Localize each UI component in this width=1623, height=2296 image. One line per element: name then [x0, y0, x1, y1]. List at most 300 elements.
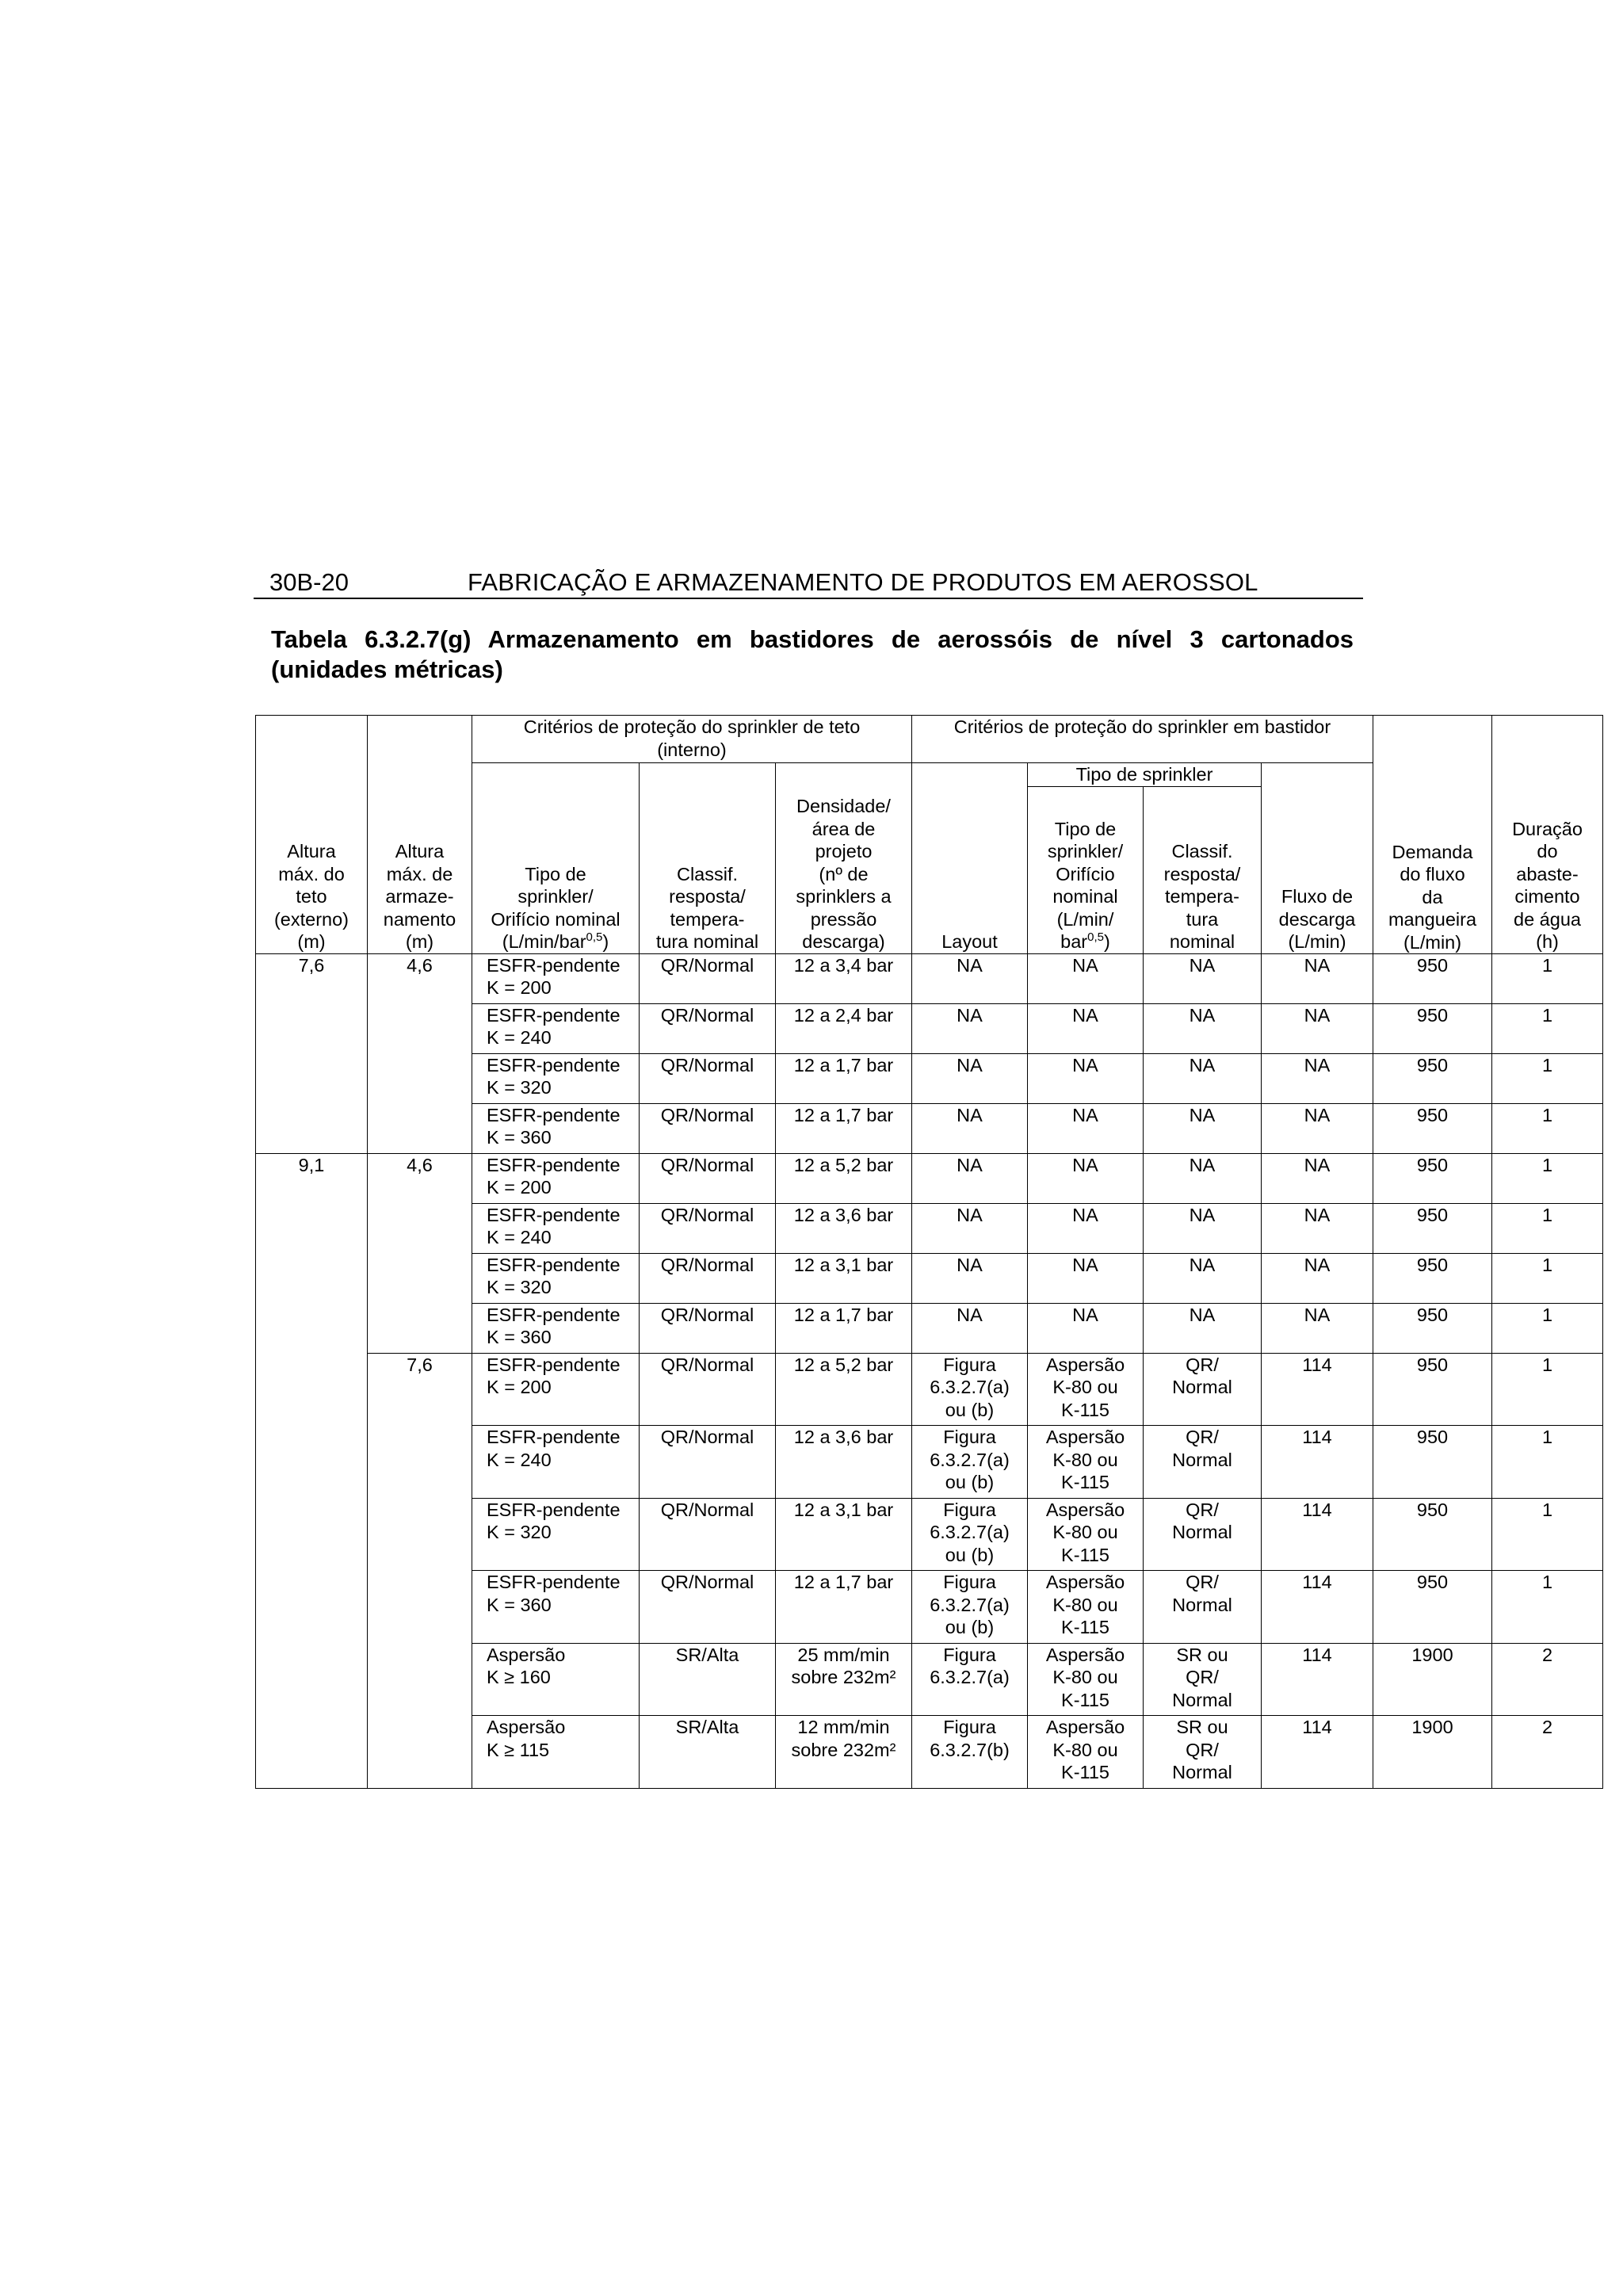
cell-sprinkler-type-line: ESFR-pendente [487, 1054, 621, 1075]
col-rack-class-l2: resposta/ [1163, 863, 1241, 884]
cell-hose-demand: 950 [1373, 1571, 1492, 1644]
cell-layout [912, 1643, 1028, 1716]
col-discharge [1262, 763, 1373, 954]
cell-duration: 1 [1492, 1203, 1603, 1253]
cell-sprinkler-type [472, 1426, 640, 1499]
cell-duration: 1 [1492, 1426, 1603, 1499]
cell-discharge: NA [1262, 1203, 1373, 1253]
col-response-class-l1: Classif. [676, 863, 739, 884]
cell-density [776, 1103, 912, 1153]
page-header [254, 567, 1363, 599]
cell-rack-type-line: K-115 [1061, 1544, 1109, 1565]
cell-sprinkler-type [472, 1303, 640, 1353]
col-sprinkler-type-close: ) [602, 931, 609, 952]
cell-sprinkler-type-line: ESFR-pendente [487, 1304, 621, 1325]
cell-rack-class-line: QR/ [1186, 1572, 1219, 1592]
cell-rack-type-line: K-115 [1061, 1399, 1109, 1420]
col-density-l3: projeto [815, 841, 873, 861]
cell-rack-type [1028, 1426, 1144, 1499]
cell-duration: 1 [1492, 953, 1603, 1003]
col-duration [1492, 716, 1603, 954]
cell-sprinkler-type-line: K = 240 [487, 1027, 552, 1048]
col-layout [912, 763, 1028, 954]
cell-sprinkler-type [472, 1353, 640, 1426]
group-rack-criteria [912, 716, 1373, 763]
cell-density [776, 1571, 912, 1644]
cell-response-class-line: QR/Normal [660, 1154, 754, 1175]
cell-rack-type [1028, 1053, 1144, 1103]
cell-hose-demand: 950 [1373, 953, 1492, 1003]
cell-rack-class-line: QR/ [1186, 1499, 1219, 1520]
cell-discharge: 114 [1262, 1643, 1373, 1716]
cell-rack-class [1144, 1203, 1262, 1253]
cell-rack-type-line: Aspersão [1045, 1499, 1125, 1520]
cell-rack-type [1028, 1303, 1144, 1353]
cell-sprinkler-type-line: K = 240 [487, 1449, 552, 1470]
cell-rack-class [1144, 1643, 1262, 1716]
cell-rack-type-line: NA [1072, 1054, 1098, 1075]
col-sprinkler-type-l4 [475, 930, 636, 953]
cell-rack-class-line: NA [1189, 1254, 1216, 1275]
cell-rack-class-line: SR ou [1176, 1644, 1228, 1665]
col-rack-type-unit: bar [1060, 931, 1088, 952]
cell-layout [912, 1103, 1028, 1153]
cell-response-class [640, 1353, 776, 1426]
cell-hose-demand: 950 [1373, 1303, 1492, 1353]
cell-density [776, 1203, 912, 1253]
cell-rack-class-line: SR ou [1176, 1717, 1228, 1737]
cell-density [776, 1003, 912, 1053]
cell-rack-class-line: NA [1189, 1104, 1216, 1125]
cell-response-class [640, 1253, 776, 1303]
cell-rack-class [1144, 1498, 1262, 1571]
cell-rack-type-line: Aspersão [1045, 1427, 1125, 1447]
cell-sprinkler-type-line: K ≥ 115 [487, 1739, 550, 1760]
col-sprinkler-type [472, 763, 640, 954]
cell-hose-demand: 950 [1373, 1353, 1492, 1426]
cell-layout [912, 1716, 1028, 1789]
cell-rack-class-line: Normal [1172, 1762, 1232, 1782]
col-ceiling-height-l3: teto [296, 886, 327, 907]
cell-rack-class [1144, 1353, 1262, 1426]
cell-sprinkler-type-line: ESFR-pendente [487, 1427, 621, 1447]
cell-density [776, 1643, 912, 1716]
cell-rack-type [1028, 953, 1144, 1003]
cell-layout-line: NA [957, 1054, 983, 1075]
cell-duration: 1 [1492, 1053, 1603, 1103]
cell-duration: 1 [1492, 1003, 1603, 1053]
cell-rack-class-line: QR/ [1186, 1427, 1219, 1447]
col-sprinkler-type-exp: 0,5 [586, 930, 603, 945]
group-ceiling-l2: (interno) [657, 739, 727, 760]
cell-density [776, 1053, 912, 1103]
cell-layout-line: NA [957, 1104, 983, 1125]
cell-sprinkler-type [472, 1153, 640, 1203]
col-duration-l1: Duração [1512, 818, 1583, 839]
col-duration-l5: de água [1514, 908, 1581, 930]
cell-discharge: 114 [1262, 1353, 1373, 1426]
col-rack-type-l1: Tipo de [1054, 818, 1117, 839]
cell-rack-type-line: K-115 [1061, 1762, 1109, 1782]
col-sprinkler-type-l1: Tipo de [525, 863, 586, 884]
cell-layout-line: 6.3.2.7(a) [930, 1667, 1010, 1687]
cell-rack-type [1028, 1003, 1144, 1053]
running-title: FABRICAÇÃO E ARMAZENAMENTO DE PRODUTOS EM AEROSSOL [468, 568, 1258, 596]
cell-density [776, 953, 912, 1003]
cell-density [776, 1353, 912, 1426]
cell-layout-line: ou (b) [945, 1472, 995, 1492]
cell-response-class [640, 1153, 776, 1203]
cell-sprinkler-type [472, 1571, 640, 1644]
col-rack-class-l3: tempera- [1164, 886, 1240, 907]
cell-rack-class [1144, 1253, 1262, 1303]
cell-response-class [640, 1303, 776, 1353]
cell-response-class [640, 1571, 776, 1644]
cell-density [776, 1498, 912, 1571]
cell-discharge: NA [1262, 1253, 1373, 1303]
cell-rack-type-line: NA [1072, 1104, 1098, 1125]
cell-rack-type-line: K-115 [1061, 1472, 1109, 1492]
cell-density-line: 12 mm/min [797, 1717, 890, 1737]
cell-rack-type [1028, 1103, 1144, 1153]
cell-layout-line: ou (b) [945, 1617, 995, 1637]
cell-layout-line: Figura [943, 1644, 996, 1665]
cell-layout-line: NA [957, 1304, 983, 1325]
cell-rack-type-line: K-115 [1061, 1617, 1109, 1637]
col-sprinkler-type-l2: sprinkler/ [517, 886, 594, 907]
cell-rack-class [1144, 1103, 1262, 1153]
cell-sprinkler-type-line: K = 200 [487, 1177, 552, 1198]
cell-layout-line: NA [957, 1154, 983, 1175]
col-rack-type-l2: sprinkler/ [1047, 841, 1124, 861]
cell-response-class [640, 1716, 776, 1789]
cell-rack-type-line: K-80 ou [1052, 1594, 1118, 1615]
cell-layout-line: 6.3.2.7(a) [930, 1522, 1010, 1542]
cell-ceiling-height: 9,1 [256, 1153, 368, 1788]
cell-response-class-line: SR/Alta [675, 1644, 739, 1665]
col-storage-height [368, 716, 472, 954]
table-row [256, 953, 1603, 1003]
cell-response-class [640, 1643, 776, 1716]
cell-sprinkler-type-line: Aspersão [487, 1644, 566, 1665]
col-response-class-l4: tura nominal [655, 931, 759, 952]
col-discharge-l1: Fluxo de [1281, 886, 1354, 907]
cell-hose-demand: 1900 [1373, 1643, 1492, 1716]
cell-rack-class [1144, 1003, 1262, 1053]
cell-layout [912, 1153, 1028, 1203]
cell-discharge: NA [1262, 1103, 1373, 1153]
col-storage-height-l4: namento [383, 908, 456, 930]
cell-layout-line: NA [957, 1204, 983, 1225]
col-density [776, 763, 912, 954]
cell-rack-type [1028, 1571, 1144, 1644]
cell-rack-class-line: NA [1189, 1154, 1216, 1175]
cell-duration: 2 [1492, 1716, 1603, 1789]
col-hose-demand-l3: da [1422, 886, 1443, 907]
cell-rack-type-line: Aspersão [1045, 1644, 1125, 1665]
cell-sprinkler-type [472, 1003, 640, 1053]
cell-density-line: 12 a 3,6 bar [793, 1427, 894, 1447]
cell-storage-height: 4,6 [368, 953, 472, 1153]
cell-layout-line: NA [957, 954, 983, 976]
col-rack-class-l5: nominal [1169, 931, 1235, 952]
cell-density [776, 1253, 912, 1303]
cell-response-class [640, 953, 776, 1003]
cell-sprinkler-type-line: ESFR-pendente [487, 1104, 621, 1125]
col-rack-type-l5: (L/min/ [1056, 908, 1114, 930]
cell-sprinkler-type [472, 1203, 640, 1253]
cell-rack-type-line: K-80 ou [1052, 1522, 1118, 1542]
cell-hose-demand: 950 [1373, 1103, 1492, 1153]
cell-discharge: NA [1262, 1153, 1373, 1203]
col-duration-l4: cimento [1514, 886, 1580, 907]
cell-rack-type-line: NA [1072, 954, 1098, 976]
cell-sprinkler-type-line: K = 360 [487, 1327, 552, 1347]
col-rack-type-l4: nominal [1052, 886, 1118, 907]
cell-layout [912, 1003, 1028, 1053]
col-ceiling-height [256, 716, 368, 954]
cell-rack-type-line: Aspersão [1045, 1717, 1125, 1737]
cell-discharge: NA [1262, 1003, 1373, 1053]
cell-layout [912, 953, 1028, 1003]
table-title-units: (unidades métricas) [271, 655, 503, 683]
col-rack-type-exp: 0,5 [1087, 930, 1104, 945]
col-rack-type-close: ) [1104, 931, 1110, 952]
cell-layout-line: Figura [943, 1717, 996, 1737]
cell-rack-type-line: Aspersão [1045, 1572, 1125, 1592]
cell-rack-class [1144, 1153, 1262, 1203]
cell-layout [912, 1353, 1028, 1426]
cell-rack-class [1144, 1053, 1262, 1103]
cell-rack-type-line: NA [1072, 1254, 1098, 1275]
cell-rack-type-line: K-80 ou [1052, 1739, 1118, 1760]
cell-rack-type-line: NA [1072, 1304, 1098, 1325]
cell-hose-demand: 950 [1373, 1426, 1492, 1499]
cell-response-class [640, 1103, 776, 1153]
cell-sprinkler-type [472, 1498, 640, 1571]
cell-ceiling-height: 7,6 [256, 953, 368, 1153]
col-density-l6: pressão [810, 908, 877, 930]
cell-duration: 1 [1492, 1571, 1603, 1644]
cell-discharge: 114 [1262, 1571, 1373, 1644]
col-storage-height-l3: armaze- [385, 886, 454, 907]
cell-rack-type-line: K-115 [1061, 1689, 1109, 1710]
col-density-l4: (nº de [819, 863, 869, 884]
cell-duration: 1 [1492, 1303, 1603, 1353]
col-rack-type-l6 [1031, 930, 1140, 953]
col-ceiling-height-l5: (m) [297, 931, 326, 952]
cell-sprinkler-type-line: K = 200 [487, 977, 552, 998]
cell-response-class [640, 1053, 776, 1103]
col-hose-demand [1373, 716, 1492, 954]
col-response-class [640, 763, 776, 954]
cell-density [776, 1153, 912, 1203]
cell-sprinkler-type [472, 953, 640, 1003]
col-density-l7: descarga) [802, 931, 885, 952]
cell-layout-line: 6.3.2.7(a) [930, 1377, 1010, 1397]
cell-layout [912, 1303, 1028, 1353]
cell-layout [912, 1498, 1028, 1571]
cell-rack-class-line: Normal [1172, 1689, 1232, 1710]
cell-sprinkler-type-line: K = 320 [487, 1277, 552, 1297]
col-hose-demand-l1: Demanda [1392, 841, 1473, 862]
col-discharge-l3: (L/min) [1288, 931, 1346, 952]
cell-rack-type [1028, 1153, 1144, 1203]
cell-rack-type [1028, 1353, 1144, 1426]
cell-layout-line: ou (b) [945, 1399, 995, 1420]
cell-sprinkler-type-line: K = 320 [487, 1077, 552, 1098]
cell-discharge: 114 [1262, 1426, 1373, 1499]
cell-sprinkler-type-line: ESFR-pendente [487, 1204, 621, 1225]
cell-layout [912, 1203, 1028, 1253]
group-rack-sprinkler-type: Tipo de sprinkler [1028, 763, 1262, 787]
cell-rack-class [1144, 953, 1262, 1003]
cell-rack-type [1028, 1498, 1144, 1571]
cell-density-line: 12 a 3,1 bar [793, 1254, 894, 1275]
cell-response-class [640, 1426, 776, 1499]
col-hose-demand-l4: mangueira [1388, 909, 1477, 930]
cell-density-line: 25 mm/min [797, 1644, 890, 1665]
cell-response-class-line: QR/Normal [660, 1304, 754, 1325]
cell-rack-class [1144, 1571, 1262, 1644]
cell-response-class-line: QR/Normal [660, 1054, 754, 1075]
cell-response-class-line: QR/Normal [660, 954, 754, 976]
cell-sprinkler-type-line: ESFR-pendente [487, 1572, 621, 1592]
cell-layout [912, 1053, 1028, 1103]
cell-layout-line: NA [957, 1254, 983, 1275]
cell-density-line: 12 a 1,7 bar [793, 1572, 894, 1592]
cell-rack-type-line: NA [1072, 1204, 1098, 1225]
cell-rack-type-line: Aspersão [1045, 1354, 1125, 1375]
group-ceiling-l1: Critérios de proteção do sprinkler de teto [523, 716, 861, 737]
col-layout-l1: Layout [941, 931, 998, 952]
cell-response-class [640, 1498, 776, 1571]
cell-density [776, 1303, 912, 1353]
sprinkler-table [255, 715, 1603, 1789]
cell-response-class-line: QR/Normal [660, 1572, 754, 1592]
cell-sprinkler-type-line: ESFR-pendente [487, 1254, 621, 1275]
cell-rack-class [1144, 1426, 1262, 1499]
cell-layout [912, 1426, 1028, 1499]
cell-response-class-line: QR/Normal [660, 1254, 754, 1275]
table-row [256, 1153, 1603, 1203]
col-rack-class-l1: Classif. [1171, 841, 1233, 861]
col-response-class-l3: tempera- [670, 908, 745, 930]
cell-duration: 1 [1492, 1253, 1603, 1303]
cell-rack-class-line: NA [1189, 1054, 1216, 1075]
cell-discharge: NA [1262, 1053, 1373, 1103]
col-storage-height-l2: máx. de [386, 863, 453, 884]
col-discharge-l2: descarga [1278, 908, 1356, 930]
cell-discharge: 114 [1262, 1716, 1373, 1789]
cell-discharge: NA [1262, 1303, 1373, 1353]
cell-sprinkler-type-line: K = 360 [487, 1594, 552, 1615]
cell-sprinkler-type-line: K = 360 [487, 1127, 552, 1148]
cell-sprinkler-type-line: ESFR-pendente [487, 954, 621, 976]
cell-sprinkler-type-line: ESFR-pendente [487, 1154, 621, 1175]
cell-hose-demand: 950 [1373, 1003, 1492, 1053]
group-ceiling-criteria [472, 716, 912, 763]
table-body [256, 953, 1603, 1788]
table-title: Tabela 6.3.2.7(g) Armazenamento em bastidores de aerossóis de nível 3 cartonados [271, 625, 1354, 653]
cell-density-line: 12 a 3,6 bar [793, 1204, 894, 1225]
col-rack-type [1028, 786, 1144, 953]
cell-layout-line: Figura [943, 1499, 996, 1520]
cell-sprinkler-type [472, 1716, 640, 1789]
cell-rack-type [1028, 1716, 1144, 1789]
cell-layout [912, 1253, 1028, 1303]
cell-rack-class [1144, 1716, 1262, 1789]
cell-hose-demand: 950 [1373, 1153, 1492, 1203]
cell-storage-height: 7,6 [368, 1353, 472, 1788]
cell-layout-line: ou (b) [945, 1544, 995, 1565]
col-storage-height-l1: Altura [395, 841, 445, 861]
cell-sprinkler-type-line: K ≥ 160 [487, 1667, 551, 1687]
cell-layout-line: 6.3.2.7(b) [930, 1739, 1010, 1760]
cell-density-line: sobre 232m² [791, 1667, 896, 1687]
cell-response-class-line: QR/Normal [660, 1204, 754, 1225]
cell-layout-line: Figura [943, 1427, 996, 1447]
col-storage-height-l5: (m) [405, 931, 434, 952]
col-hose-demand-l2: do fluxo [1400, 864, 1465, 884]
cell-sprinkler-type [472, 1103, 640, 1153]
cell-density-line: 12 a 2,4 bar [793, 1004, 894, 1026]
cell-sprinkler-type-line: ESFR-pendente [487, 1499, 621, 1520]
cell-rack-class-line: Normal [1172, 1377, 1232, 1397]
cell-response-class-line: QR/Normal [660, 1427, 754, 1447]
cell-rack-class-line: NA [1189, 954, 1216, 976]
col-rack-class [1144, 786, 1262, 953]
cell-duration: 1 [1492, 1498, 1603, 1571]
cell-rack-class-line: NA [1189, 1004, 1216, 1026]
col-rack-type-l3: Orifício [1056, 863, 1115, 884]
col-duration-l3: abaste- [1516, 863, 1579, 884]
cell-response-class-line: QR/Normal [660, 1004, 754, 1026]
cell-rack-type-line: NA [1072, 1154, 1098, 1175]
cell-storage-height: 4,6 [368, 1153, 472, 1353]
col-hose-demand-l5: (L/min) [1403, 931, 1462, 953]
cell-density-line: 12 a 1,7 bar [793, 1104, 894, 1125]
cell-density-line: 12 a 1,7 bar [793, 1054, 894, 1075]
cell-duration: 2 [1492, 1643, 1603, 1716]
cell-hose-demand: 950 [1373, 1498, 1492, 1571]
cell-layout-line: Figura [943, 1572, 996, 1592]
cell-hose-demand: 950 [1373, 1253, 1492, 1303]
col-density-l1: Densidade/ [796, 796, 891, 816]
col-duration-l6: (h) [1536, 931, 1559, 952]
cell-rack-class-line: Normal [1172, 1522, 1232, 1542]
cell-sprinkler-type-line: ESFR-pendente [487, 1354, 621, 1375]
col-sprinkler-type-unit: (L/min/bar [502, 931, 586, 952]
cell-density-line: 12 a 3,1 bar [793, 1499, 894, 1520]
cell-sprinkler-type-line: Aspersão [487, 1717, 566, 1737]
cell-layout-line: NA [957, 1004, 983, 1026]
cell-rack-type [1028, 1643, 1144, 1716]
cell-rack-class-line: QR/ [1186, 1667, 1219, 1687]
cell-rack-type-line: K-80 ou [1052, 1667, 1118, 1687]
cell-rack-type [1028, 1203, 1144, 1253]
cell-response-class-line: QR/Normal [660, 1354, 754, 1375]
cell-response-class-line: SR/Alta [675, 1717, 739, 1737]
cell-density-line: 12 a 5,2 bar [793, 1354, 894, 1375]
col-ceiling-height-l1: Altura [287, 841, 336, 861]
col-density-l2: área de [812, 818, 876, 839]
cell-sprinkler-type [472, 1253, 640, 1303]
cell-density-line: 12 a 1,7 bar [793, 1304, 894, 1325]
cell-hose-demand: 950 [1373, 1053, 1492, 1103]
cell-rack-type-line: K-80 ou [1052, 1449, 1118, 1470]
cell-rack-class-line: Normal [1172, 1449, 1232, 1470]
